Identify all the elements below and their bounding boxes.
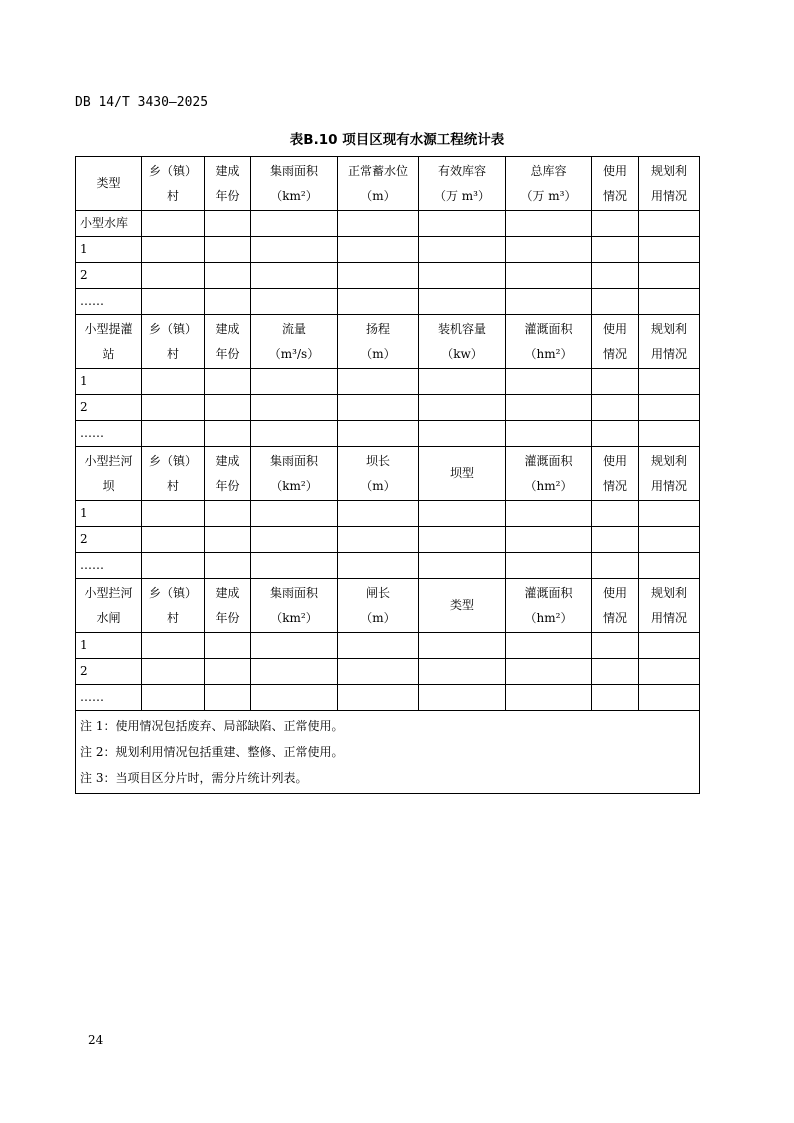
row-label: 1	[76, 237, 142, 263]
empty-cell	[251, 659, 338, 685]
header-cell-text: （万 m³）	[520, 188, 577, 203]
note-row	[76, 711, 700, 740]
header-cell	[639, 579, 700, 633]
header-cell-text: （m）	[360, 346, 396, 361]
empty-cell	[338, 421, 419, 447]
table-row	[76, 263, 700, 289]
empty-cell	[205, 395, 251, 421]
header-cell	[419, 157, 506, 211]
header-cell-text: 建成	[215, 453, 240, 468]
page-number: 24	[88, 1033, 104, 1047]
header-cell-text: 类型	[449, 598, 474, 612]
empty-cell	[142, 553, 205, 579]
empty-cell	[639, 369, 700, 395]
empty-cell	[639, 633, 700, 659]
empty-cell	[506, 659, 592, 685]
table-title: 表B.10 项目区现有水源工程统计表	[289, 132, 505, 148]
empty-cell	[142, 211, 205, 237]
empty-cell	[205, 553, 251, 579]
header-cell-text: （kw）	[441, 346, 483, 361]
row-label: 2	[76, 527, 142, 553]
header-cell	[592, 315, 639, 369]
header-cell-text: 建成	[215, 163, 240, 178]
empty-cell	[419, 289, 506, 315]
header-cell-text: 建成	[215, 321, 240, 336]
header-cell-text: 村	[166, 188, 179, 203]
empty-cell	[639, 553, 700, 579]
empty-cell	[506, 263, 592, 289]
header-cell-text: （km²）	[270, 610, 318, 625]
empty-cell	[205, 527, 251, 553]
header-cell-text: 情况	[602, 346, 627, 361]
empty-cell	[338, 369, 419, 395]
empty-cell	[142, 527, 205, 553]
row-label: 1	[76, 501, 142, 527]
empty-cell	[592, 211, 639, 237]
empty-cell	[639, 395, 700, 421]
header-cell-text: 年份	[215, 188, 240, 203]
header-cell-text: 规划利	[650, 163, 687, 178]
empty-cell	[419, 237, 506, 263]
empty-cell	[419, 527, 506, 553]
empty-cell	[592, 263, 639, 289]
empty-cell	[639, 237, 700, 263]
header-cell-text: 灌溉面积	[524, 321, 573, 336]
empty-cell	[639, 659, 700, 685]
header-cell-text: 总库容	[530, 163, 567, 178]
header-cell-text: （hm²）	[524, 610, 573, 625]
header-cell-text: 使用	[602, 321, 627, 336]
header-cell-text: 村	[166, 610, 179, 625]
empty-cell	[251, 289, 338, 315]
header-cell-text: 坝型	[449, 466, 474, 480]
table-note: 注 2：规划利用情况包括重建、整修、正常使用。	[76, 739, 700, 765]
header-cell	[419, 447, 506, 501]
empty-cell	[205, 633, 251, 659]
header-cell-text: 集雨面积	[269, 453, 318, 468]
empty-cell	[338, 395, 419, 421]
table-note: 注 1：使用情况包括废弃、局部缺陷、正常使用。	[76, 711, 700, 740]
empty-cell	[592, 395, 639, 421]
header-cell-text: 集雨面积	[269, 163, 318, 178]
empty-cell	[506, 237, 592, 263]
empty-cell	[639, 527, 700, 553]
header-cell-text: 正常蓄水位	[347, 163, 408, 178]
empty-cell	[506, 289, 592, 315]
empty-cell	[639, 211, 700, 237]
header-cell-text: 灌溉面积	[524, 585, 573, 600]
header-cell	[142, 315, 205, 369]
header-cell-text: 建成	[215, 585, 240, 600]
empty-cell	[419, 685, 506, 711]
header-cell	[76, 579, 142, 633]
standard-code: DB 14/T 3430—2025	[75, 95, 209, 110]
section-header-row	[76, 447, 700, 501]
header-cell	[205, 157, 251, 211]
empty-cell	[142, 289, 205, 315]
empty-cell	[251, 501, 338, 527]
row-label: ……	[76, 553, 142, 579]
empty-cell	[251, 211, 338, 237]
header-cell-text: 水闸	[96, 610, 121, 625]
empty-cell	[205, 211, 251, 237]
empty-cell	[639, 289, 700, 315]
row-label: 1	[76, 369, 142, 395]
header-cell-text: 扬程	[365, 321, 390, 336]
empty-cell	[419, 395, 506, 421]
empty-cell	[205, 659, 251, 685]
header-cell	[506, 447, 592, 501]
header-cell	[506, 157, 592, 211]
table-row	[76, 659, 700, 685]
header-cell	[142, 157, 205, 211]
table-note: 注 3：当项目区分片时，需分片统计列表。	[76, 765, 700, 794]
empty-cell	[142, 685, 205, 711]
header-cell	[251, 579, 338, 633]
header-cell-text: 闸长	[365, 585, 390, 600]
empty-cell	[251, 633, 338, 659]
empty-cell	[592, 685, 639, 711]
header-cell-text: （hm²）	[524, 346, 573, 361]
header-cell	[251, 315, 338, 369]
header-cell-text: 规划利	[650, 321, 687, 336]
empty-cell	[419, 553, 506, 579]
empty-cell	[506, 211, 592, 237]
row-label: 1	[76, 633, 142, 659]
header-cell	[76, 315, 142, 369]
empty-cell	[251, 237, 338, 263]
header-cell	[592, 447, 639, 501]
header-cell	[338, 579, 419, 633]
header-cell-text: 情况	[602, 478, 627, 493]
empty-cell	[419, 501, 506, 527]
empty-cell	[338, 263, 419, 289]
header-cell	[205, 447, 251, 501]
empty-cell	[142, 501, 205, 527]
empty-cell	[251, 263, 338, 289]
header-cell	[76, 157, 142, 211]
section-header-row	[76, 315, 700, 369]
header-cell	[251, 157, 338, 211]
empty-cell	[592, 369, 639, 395]
row-label: 小型水库	[76, 211, 142, 237]
header-cell-text: 用情况	[650, 478, 687, 493]
empty-cell	[251, 395, 338, 421]
header-cell-text: 使用	[602, 453, 627, 468]
header-cell	[639, 315, 700, 369]
empty-cell	[506, 501, 592, 527]
empty-cell	[205, 289, 251, 315]
header-cell-text: （万 m³）	[433, 188, 490, 203]
header-cell-text: 乡（镇）	[148, 453, 197, 468]
empty-cell	[592, 421, 639, 447]
header-cell-text: 使用	[602, 585, 627, 600]
empty-cell	[639, 501, 700, 527]
header-cell-text: 村	[166, 478, 179, 493]
header-cell-text: 坝	[102, 478, 115, 493]
header-cell-text: 规划利	[650, 453, 687, 468]
header-cell-text: 用情况	[650, 188, 687, 203]
header-cell-text: （m）	[360, 188, 396, 203]
header-cell	[142, 447, 205, 501]
header-cell-text: 村	[166, 346, 179, 361]
table-row	[76, 211, 700, 237]
empty-cell	[205, 237, 251, 263]
header-cell	[419, 579, 506, 633]
empty-cell	[639, 685, 700, 711]
header-cell-text: （m³/s）	[268, 346, 320, 361]
header-cell	[506, 579, 592, 633]
header-cell-text: 小型拦河	[84, 453, 133, 468]
header-cell-text: 乡（镇）	[148, 585, 197, 600]
empty-cell	[251, 527, 338, 553]
table-row	[76, 237, 700, 263]
header-cell-text: 乡（镇）	[148, 321, 197, 336]
table-row	[76, 501, 700, 527]
empty-cell	[142, 421, 205, 447]
header-cell-text: （m）	[360, 610, 396, 625]
header-cell-text: （km²）	[270, 188, 318, 203]
empty-cell	[338, 527, 419, 553]
empty-cell	[205, 369, 251, 395]
empty-cell	[142, 263, 205, 289]
empty-cell	[506, 633, 592, 659]
table-row	[76, 685, 700, 711]
header-cell-text: 坝长	[365, 453, 390, 468]
empty-cell	[338, 659, 419, 685]
header-cell-text: 装机容量	[437, 321, 486, 336]
header-cell	[251, 447, 338, 501]
empty-cell	[338, 553, 419, 579]
section-header-row	[76, 579, 700, 633]
header-cell-text: （hm²）	[524, 478, 573, 493]
empty-cell	[506, 395, 592, 421]
header-cell-text: 用情况	[650, 610, 687, 625]
empty-cell	[592, 633, 639, 659]
empty-cell	[251, 685, 338, 711]
empty-cell	[592, 527, 639, 553]
header-cell-text: 类型	[96, 176, 121, 190]
header-cell-text: 情况	[602, 188, 627, 203]
empty-cell	[338, 685, 419, 711]
empty-cell	[338, 501, 419, 527]
header-cell	[419, 315, 506, 369]
empty-cell	[205, 263, 251, 289]
row-label: 2	[76, 263, 142, 289]
empty-cell	[142, 633, 205, 659]
header-cell	[639, 447, 700, 501]
table-row	[76, 553, 700, 579]
table-row	[76, 527, 700, 553]
empty-cell	[338, 633, 419, 659]
header-cell	[76, 447, 142, 501]
empty-cell	[338, 211, 419, 237]
empty-cell	[205, 501, 251, 527]
note-row	[76, 765, 700, 794]
header-cell-text: 规划利	[650, 585, 687, 600]
header-cell-text: （m）	[360, 478, 396, 493]
header-cell-text: 年份	[215, 610, 240, 625]
empty-cell	[592, 553, 639, 579]
header-cell	[142, 579, 205, 633]
empty-cell	[639, 263, 700, 289]
empty-cell	[142, 395, 205, 421]
header-cell-text: 小型提灌	[84, 321, 133, 336]
empty-cell	[142, 659, 205, 685]
empty-cell	[592, 501, 639, 527]
empty-cell	[506, 527, 592, 553]
empty-cell	[205, 685, 251, 711]
empty-cell	[592, 289, 639, 315]
table-row	[76, 421, 700, 447]
empty-cell	[142, 369, 205, 395]
row-label: 2	[76, 395, 142, 421]
header-cell-text: 使用	[602, 163, 627, 178]
empty-cell	[639, 421, 700, 447]
header-cell	[506, 315, 592, 369]
empty-cell	[142, 237, 205, 263]
header-cell-text: 集雨面积	[269, 585, 318, 600]
header-cell-text: 站	[102, 346, 115, 361]
empty-cell	[592, 659, 639, 685]
header-cell	[639, 157, 700, 211]
header-cell-text: 灌溉面积	[524, 453, 573, 468]
header-cell-text: （km²）	[270, 478, 318, 493]
empty-cell	[506, 553, 592, 579]
header-cell	[338, 315, 419, 369]
section-header-row	[76, 157, 700, 211]
table-row	[76, 395, 700, 421]
header-cell-text: 乡（镇）	[148, 163, 197, 178]
header-cell	[592, 157, 639, 211]
water-source-statistics-table	[75, 156, 700, 794]
header-cell	[338, 447, 419, 501]
table-row	[76, 369, 700, 395]
empty-cell	[251, 421, 338, 447]
empty-cell	[251, 553, 338, 579]
header-cell-text: 年份	[215, 478, 240, 493]
table-row	[76, 289, 700, 315]
empty-cell	[506, 369, 592, 395]
header-cell-text: 用情况	[650, 346, 687, 361]
row-label: ……	[76, 289, 142, 315]
empty-cell	[205, 421, 251, 447]
empty-cell	[251, 369, 338, 395]
note-row	[76, 739, 700, 765]
row-label: ……	[76, 685, 142, 711]
header-cell-text: 小型拦河	[84, 585, 133, 600]
empty-cell	[419, 633, 506, 659]
row-label: ……	[76, 421, 142, 447]
empty-cell	[419, 211, 506, 237]
empty-cell	[419, 263, 506, 289]
empty-cell	[419, 421, 506, 447]
empty-cell	[506, 421, 592, 447]
header-cell-text: 有效库容	[437, 163, 486, 178]
table-row	[76, 633, 700, 659]
header-cell-text: 情况	[602, 610, 627, 625]
row-label: 2	[76, 659, 142, 685]
empty-cell	[338, 289, 419, 315]
header-cell-text: 流量	[281, 321, 306, 336]
header-cell	[338, 157, 419, 211]
empty-cell	[506, 685, 592, 711]
empty-cell	[419, 659, 506, 685]
header-cell	[592, 579, 639, 633]
empty-cell	[592, 237, 639, 263]
empty-cell	[419, 369, 506, 395]
header-cell-text: 年份	[215, 346, 240, 361]
empty-cell	[338, 237, 419, 263]
header-cell	[205, 579, 251, 633]
header-cell	[205, 315, 251, 369]
